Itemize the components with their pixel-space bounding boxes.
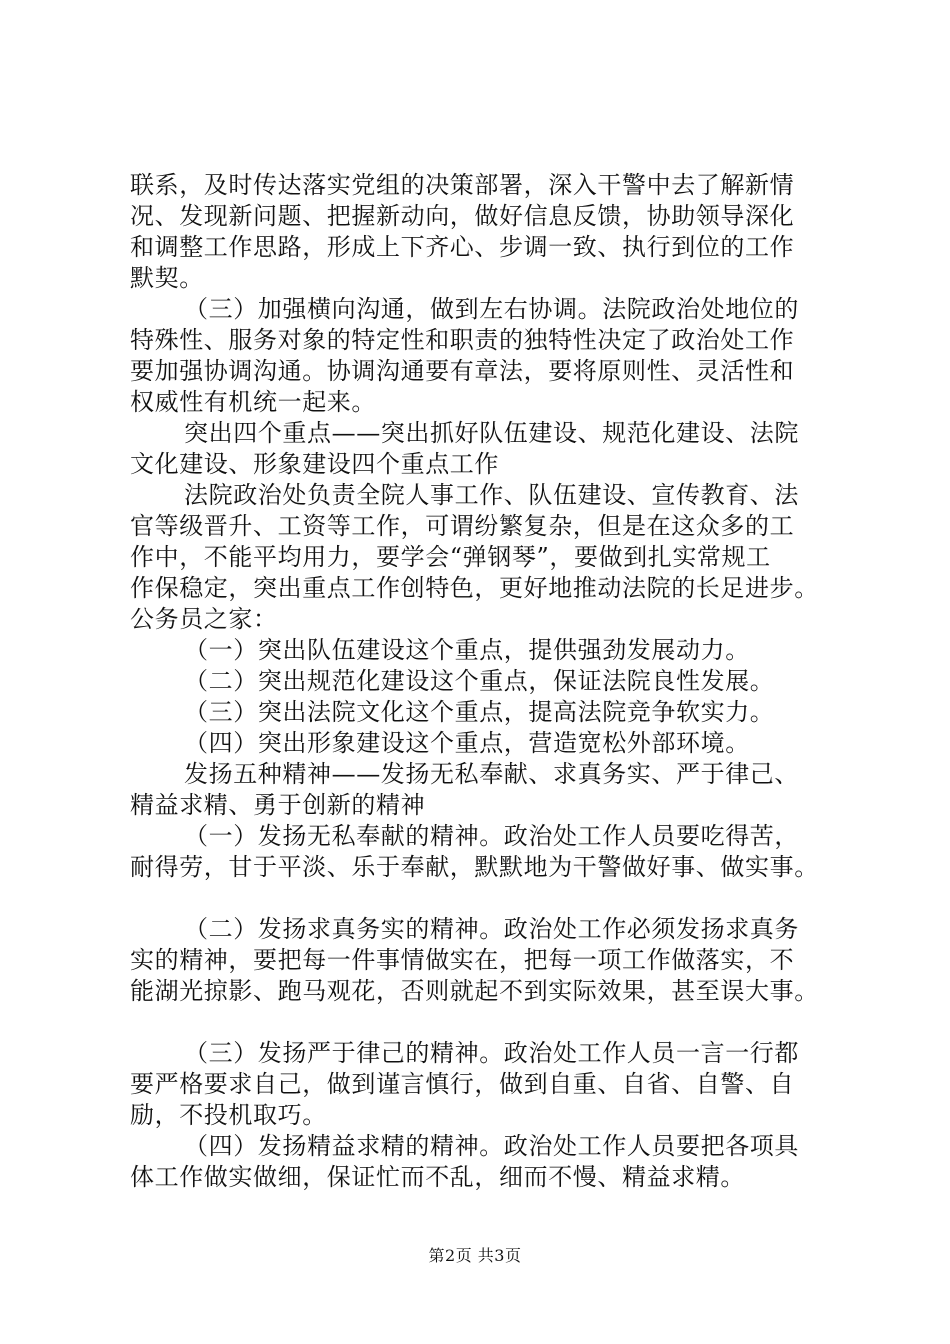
section-heading: 突出四个重点——突出抓好队伍建设、规范化建设、法院 [184, 419, 799, 447]
paragraph-heading: （四）发扬精益求精的精神。政治处工作人员要把各项具 [184, 1132, 799, 1160]
list-item: （四）突出形象建设这个重点，营造宽松外部环境。 [184, 729, 750, 757]
text-line: 况、发现新问题、把握新动向，做好信息反馈，协助领导深化 [130, 202, 795, 230]
text-line: 官等级晋升、工资等工作，可谓纷繁复杂，但是在这众多的工 [130, 512, 795, 540]
text-line: 默契。 [130, 264, 204, 292]
paragraph-start: 法院政治处负责全院人事工作、队伍建设、宣传教育、法 [184, 481, 799, 509]
text-line: 作中，不能平均用力，要学会“弹钢琴”，要做到扎实常规工 [130, 543, 771, 571]
paragraph-gap [130, 883, 850, 914]
paragraph-gap [130, 1007, 850, 1038]
paragraph-heading: （三）加强横向沟通，做到左右协调。法院政治处地位的 [184, 295, 799, 323]
text-line: 要加强协调沟通。协调沟通要有章法，要将原则性、灵活性和 [130, 357, 795, 385]
text-line: 文化建设、形象建设四个重点工作 [130, 450, 499, 478]
text-line: 实的精神，要把每一件事情做实在，把每一项工作做落实，不 [130, 946, 795, 974]
text-line: 耐得劳，甘于平淡、乐于奉献，默默地为干警做好事、做实事。 [130, 853, 819, 881]
list-item: （一）突出队伍建设这个重点，提供强劲发展动力。 [184, 636, 750, 664]
text-line: 要严格要求自己，做到谨言慎行，做到自重、自省、自警、自 [130, 1070, 795, 1098]
list-item: （三）突出法院文化这个重点，提高法院竞争软实力。 [184, 698, 775, 726]
text-line: 能湖光掠影、跑马观花，否则就起不到实际效果，甚至误大事。 [130, 977, 819, 1005]
paragraph-heading: （一）发扬无私奉献的精神。政治处工作人员要吃得苦， [184, 822, 799, 850]
document-body [130, 170, 850, 1193]
text-line: 公务员之家： [130, 605, 278, 633]
text-line: 励，不投机取巧。 [130, 1101, 327, 1129]
text-line: 联系，及时传达落实党组的决策部署，深入干警中去了解新情 [130, 171, 795, 199]
text-line: 特殊性、服务对象的特定性和职责的独特性决定了政治处工作 [130, 326, 795, 354]
text-line: 体工作做实做细，保证忙而不乱，细而不慢、精益求精。 [130, 1163, 745, 1191]
list-item: （二）突出规范化建设这个重点，保证法院良性发展。 [184, 667, 775, 695]
page-number-footer: 第2页 共3页 [428, 1246, 522, 1265]
paragraph-heading: （三）发扬严于律己的精神。政治处工作人员一言一行都 [184, 1039, 799, 1067]
text-line: 精益求精、勇于创新的精神 [130, 791, 426, 819]
paragraph-heading: （二）发扬求真务实的精神。政治处工作必须发扬求真务 [184, 915, 799, 943]
text-line: 权威性有机统一起来。 [130, 388, 376, 416]
section-heading: 发扬五种精神——发扬无私奉献、求真务实、严于律己、 [184, 760, 799, 788]
text-line: 作保稳定，突出重点工作创特色，更好地推动法院的长足进步。 [130, 574, 819, 602]
text-line: 和调整工作思路，形成上下齐心、步调一致、执行到位的工作 [130, 233, 795, 261]
